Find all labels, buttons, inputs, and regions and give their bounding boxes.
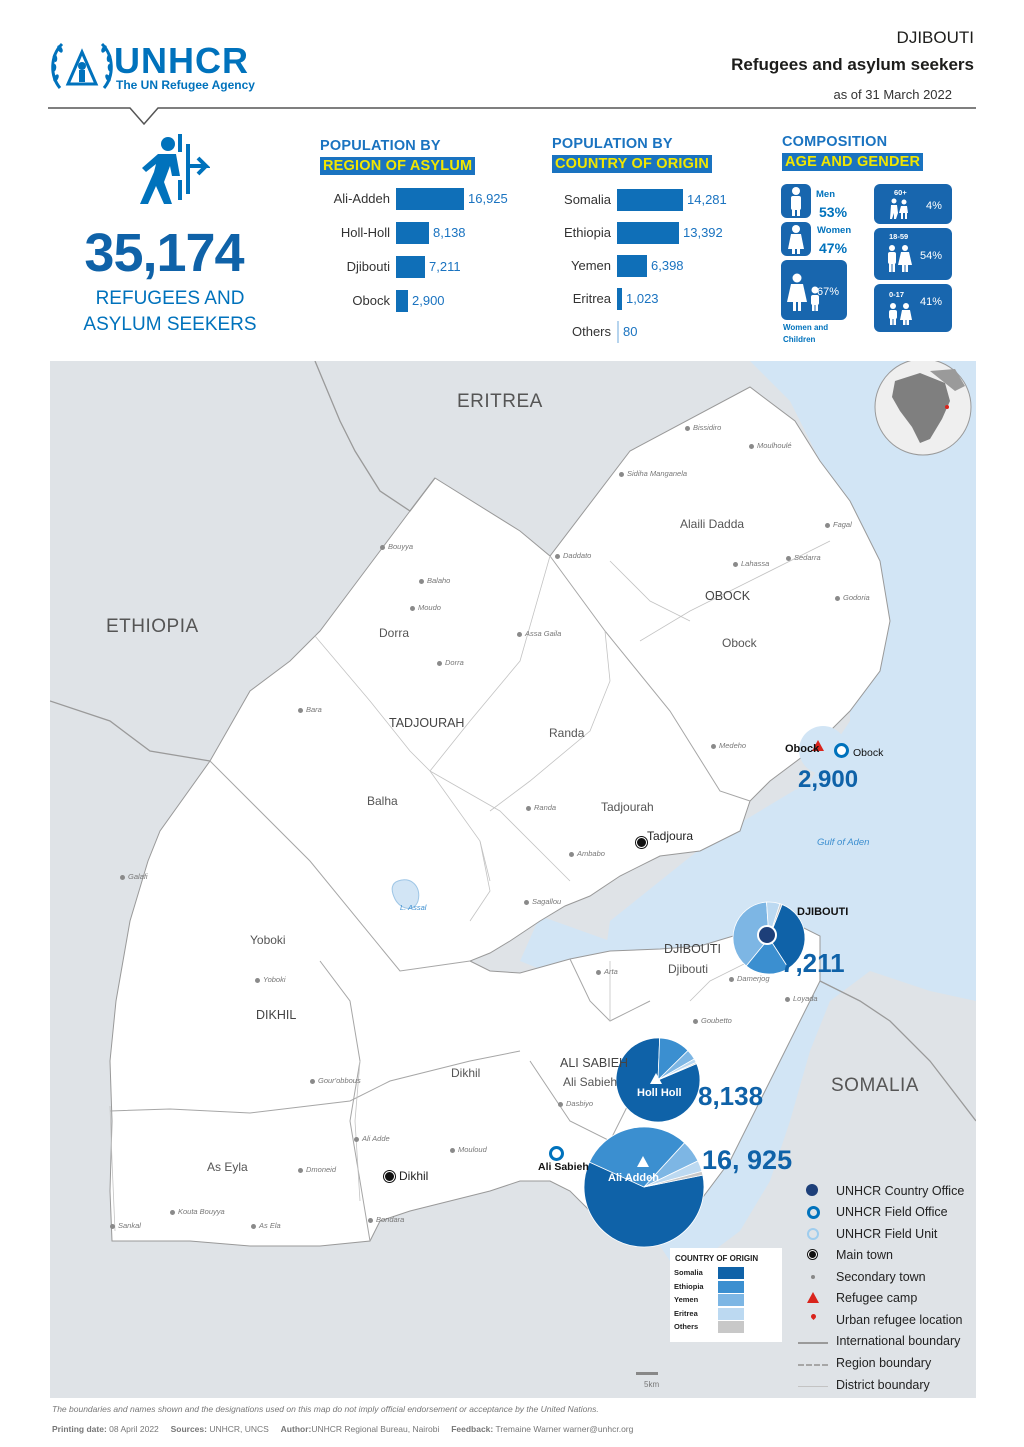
origin-title-line2: COUNTRY OF ORIGIN [552, 155, 712, 173]
origin-title-line1: POPULATION BY [552, 136, 673, 152]
disclaimer: The boundaries and names shown and the designations used on this map do not imply official endorsement or acceptance by the United Nations. [52, 1404, 599, 1414]
total-refugees-count: 35,174 [84, 223, 244, 283]
region-bar [396, 188, 464, 210]
total-label-line2: ASYLUM SEEKERS [83, 314, 257, 335]
town-randa-marker [526, 806, 531, 811]
label-region-tadjourah: TADJOURAH [389, 716, 465, 730]
region-bar [396, 256, 425, 278]
town-assa-gaila-label: Assa Gaila [525, 629, 562, 638]
label-district-randa: Randa [549, 726, 585, 740]
label-ethiopia: ETHIOPIA [106, 616, 199, 637]
town-sidiha-manganela-marker [619, 472, 624, 477]
town-bara-label: Bara [306, 705, 322, 714]
origin-bar [617, 288, 622, 310]
djibouti-count: 7,211 [781, 948, 845, 978]
feedback-label: Feedback: [451, 1424, 494, 1434]
region-bar [396, 290, 408, 312]
label-somalia: SOMALIA [831, 1075, 919, 1096]
printing-label: Printing date: [52, 1424, 107, 1434]
region-title-line2: REGION OF ASYLUM [320, 157, 475, 175]
town-medeho-label: Medeho [719, 741, 747, 750]
town-dmoneid-marker [298, 1168, 303, 1173]
man-icon [781, 184, 811, 218]
label-district-obock: Obock [722, 636, 757, 650]
legend-international-boundary-icon [798, 1342, 828, 1344]
main-town-tadjoura-label: Tadjoura [647, 829, 694, 843]
town-moulhoule-label: Moulhoulé [757, 441, 792, 450]
children-icon [886, 302, 914, 326]
legend-district-boundary-icon [798, 1386, 828, 1387]
origin-label: Somalia [564, 192, 611, 207]
origin-value: 13,392 [683, 225, 723, 240]
town-moulhoule-marker [749, 444, 754, 449]
origin-row [545, 189, 765, 211]
legend-district-boundary: District boundary [836, 1378, 930, 1392]
women-children-box [781, 260, 847, 320]
djibouti-map [50, 361, 976, 1398]
region-row [310, 256, 530, 278]
label-district-djibouti: Djibouti [668, 962, 709, 976]
town-dorra-marker [437, 661, 442, 666]
men-box [781, 184, 811, 218]
legend-main-town-icon [809, 1251, 816, 1258]
sources-label: Sources: [170, 1424, 207, 1434]
legend-region-boundary-icon [798, 1364, 828, 1366]
label-district-balha: Balha [367, 794, 398, 808]
page-title: Refugees and asylum seekers [731, 55, 974, 74]
town-loyada-label: Loyada [793, 994, 818, 1003]
composition-title-line1: COMPOSITION [782, 134, 888, 150]
town-yoboki-marker [255, 978, 260, 983]
ali-addeh-pie [584, 1127, 704, 1247]
sources-value: UNHCR, UNCS [209, 1424, 269, 1434]
locator-globe [875, 361, 971, 455]
town-arta-label: Arta [604, 967, 618, 976]
label-district-yoboki: Yoboki [250, 933, 286, 947]
legend-refugee-camp-icon [807, 1292, 819, 1303]
ali-sabieh-office-label: Ali Sabieh [538, 1161, 589, 1173]
origin-value: 6,398 [651, 258, 684, 273]
women-children-label-2: Children [783, 335, 816, 344]
town-bara-marker [298, 708, 303, 713]
age-18-box [874, 228, 952, 280]
age-60-pct: 4% [926, 200, 942, 212]
town-sedarra-marker [786, 556, 791, 561]
label-district-ali-sabieh: Ali Sabieh [563, 1075, 618, 1089]
report-date: as of 31 March 2022 [833, 87, 952, 102]
main-town-tadjoura-marker [636, 837, 647, 848]
ali-addeh-count: 16, 925 [702, 1145, 793, 1175]
town-bouyya-marker [380, 545, 385, 550]
country-title: DJIBOUTI [896, 28, 974, 47]
composition-title-line2: AGE AND GENDER [782, 153, 923, 171]
legend-field-unit: UNHCR Field Unit [836, 1227, 938, 1241]
origin-legend-label: Yemen [674, 1295, 699, 1304]
town-sagallou-marker [524, 900, 529, 905]
legend-secondary-town-icon [811, 1275, 815, 1279]
town-mouloud-label: Mouloud [458, 1145, 487, 1154]
region-value: 8,138 [433, 225, 466, 240]
main-town-dikhil-label: Dikhil [399, 1169, 429, 1183]
town-sagallou-label: Sagallou [532, 897, 562, 906]
town-bissidiro-label: Bissidiro [693, 423, 722, 432]
region-title-line1: POPULATION BY [320, 138, 441, 154]
town-galafi-label: Galafi [128, 872, 148, 881]
town-sedarra-label: Sedarra [794, 553, 821, 562]
origin-legend-title: COUNTRY OF ORIGIN [675, 1254, 759, 1263]
legend-urban-location: Urban refugee location [836, 1313, 963, 1327]
label-region-dikhil: DIKHIL [256, 1008, 297, 1022]
town-moudo-marker [410, 606, 415, 611]
djibouti-country-office-icon [757, 925, 777, 945]
town-sidiha-manganela-label: Sidiha Manganela [627, 469, 688, 478]
town-moudo-label: Moudo [418, 603, 441, 612]
label-district-dikhil: Dikhil [451, 1066, 481, 1080]
legend-international-boundary: International boundary [836, 1334, 961, 1348]
region-label: Holl-Holl [340, 225, 390, 240]
town-bondara-marker [368, 1218, 373, 1223]
town-arta-marker [596, 970, 601, 975]
legend-refugee-camp: Refugee camp [836, 1291, 918, 1305]
women-children-pct: 67% [817, 286, 840, 298]
label-eritrea: ERITREA [457, 391, 543, 412]
region-section-title [320, 137, 475, 175]
town-dadda-marker [555, 554, 560, 559]
region-value: 2,900 [412, 293, 445, 308]
holl-holl-label: Holl Holl [637, 1087, 682, 1099]
feedback-value: Tremaine Warner warner@unhcr.org [495, 1424, 634, 1434]
legend-field-unit-icon [807, 1228, 819, 1240]
adults-icon [884, 244, 914, 274]
town-as-eyla-marker [251, 1224, 256, 1229]
holl-holl-camp-icon [650, 1073, 662, 1084]
town-dmoneid-label: Dmoneid [306, 1165, 337, 1174]
region-value: 16,925 [468, 191, 508, 206]
town-sankal-label: Sankal [118, 1221, 141, 1230]
town-dasbiyo-label: Dasbiyo [566, 1099, 594, 1108]
town-lahassa-marker [733, 562, 738, 567]
legend-field-office: UNHCR Field Office [836, 1205, 948, 1219]
age-0-label: 0-17 [889, 290, 905, 299]
scale-label: 5km [644, 1380, 660, 1389]
origin-legend-swatch [718, 1321, 744, 1333]
origin-legend-box [670, 1248, 782, 1342]
town-lac-assal-label: L. Assal [400, 903, 427, 912]
town-godoria-marker [835, 596, 840, 601]
origin-value: 1,023 [626, 291, 659, 306]
origin-row [545, 321, 765, 343]
women-children-label-1: Women and [783, 323, 829, 332]
town-ali-adde-marker [354, 1137, 359, 1142]
town-goubetto-label: Goubetto [701, 1016, 732, 1025]
obock-field-office-label: Obock [853, 747, 884, 759]
total-label-line1: REFUGEES AND [95, 288, 245, 309]
town-bissidiro-marker [685, 426, 690, 431]
legend-country-office-icon [806, 1184, 818, 1196]
men-label: Men [816, 189, 835, 200]
town-dorra-label: Dorra [445, 658, 464, 667]
age-0-box [874, 284, 952, 332]
region-bar [396, 222, 429, 244]
town-ambabo-marker [569, 852, 574, 857]
age-18-label: 18-59 [889, 232, 909, 241]
elderly-icon [886, 198, 912, 220]
author-value: UNHCR Regional Bureau, Nairobi [311, 1424, 440, 1434]
region-label: Ali-Addeh [333, 191, 390, 206]
label-district-tadjourah: Tadjourah [601, 800, 654, 814]
printing-value: 08 April 2022 [109, 1424, 159, 1434]
org-name: UNHCR [114, 40, 249, 81]
region-row [310, 290, 530, 312]
origin-bar [617, 189, 683, 211]
town-galafi-marker [120, 875, 125, 880]
town-bouyya-label: Bouyya [388, 542, 414, 551]
origin-legend-label: Others [674, 1322, 699, 1331]
region-row [310, 188, 530, 210]
origin-bar [617, 222, 679, 244]
composition-section-title [782, 133, 923, 171]
header-rule [48, 106, 976, 128]
ali-addeh-label: Ali Addeh [608, 1172, 659, 1184]
town-bondara-label: Bondara [376, 1215, 405, 1224]
town-fagal-label: Fagal [833, 520, 852, 529]
label-region-ali-sabieh: ALI SABIEH [560, 1056, 629, 1070]
town-gulf-label: Gulf of Aden [817, 837, 870, 848]
ali-sabieh-field-office-icon [549, 1146, 564, 1161]
town-randa-label: Randa [534, 803, 557, 812]
town-loyada-marker [785, 997, 790, 1002]
origin-row [545, 222, 765, 244]
origin-label: Ethiopia [564, 225, 611, 240]
town-medeho-marker [711, 744, 716, 749]
footer-line [52, 1424, 633, 1434]
region-label: Obock [352, 293, 390, 308]
women-pct: 47% [819, 240, 848, 256]
age-0-pct: 41% [920, 296, 943, 308]
age-60-box [874, 184, 952, 224]
town-goubetto-marker [693, 1019, 698, 1024]
legend-main-town: Main town [836, 1248, 893, 1262]
ali-addeh-camp-icon [637, 1156, 649, 1167]
origin-row [545, 255, 765, 277]
town-assa-gaila-marker [517, 632, 522, 637]
town-damerjog-label: Damerjog [737, 974, 770, 983]
town-balaho-marker [419, 579, 424, 584]
women-label: Women [817, 225, 852, 236]
region-label: Djibouti [346, 259, 390, 274]
town-godoria-label: Godoria [843, 593, 870, 602]
age-60-label: 60+ [894, 188, 907, 197]
town-fagal-marker [825, 523, 830, 528]
org-tagline: The UN Refugee Agency [116, 78, 255, 92]
label-district-alaili-dadda: Alaili Dadda [680, 517, 745, 531]
region-row [310, 222, 530, 244]
label-district-dorra: Dorra [379, 626, 410, 640]
origin-label: Yemen [571, 258, 611, 273]
town-mouloud-marker [450, 1148, 455, 1153]
origin-legend-swatch [718, 1281, 744, 1293]
age-18-pct: 54% [920, 250, 943, 262]
scale-bar [636, 1372, 658, 1375]
obock-count: 2,900 [798, 766, 859, 793]
origin-legend-label: Ethiopia [674, 1281, 704, 1291]
origin-legend-label: Somalia [674, 1268, 703, 1277]
holl-holl-count: 8,138 [698, 1081, 764, 1111]
town-ali-adde-label: Ali Adde [362, 1134, 390, 1143]
origin-label: Others [571, 324, 611, 339]
main-town-dikhil-marker [384, 1171, 395, 1182]
label-region-djibouti: DJIBOUTI [664, 942, 721, 956]
refugee-exit-icon [128, 132, 210, 208]
origin-legend-swatch [718, 1308, 744, 1320]
legend-region-boundary: Region boundary [836, 1356, 932, 1370]
djibouti-office-label: DJIBOUTI [797, 906, 849, 918]
town-yoboki-label: Yoboki [263, 975, 286, 984]
origin-legend-swatch [718, 1294, 744, 1306]
town-lahassa-label: Lahassa [741, 559, 770, 568]
author-label: Author: [280, 1424, 312, 1434]
origin-bar-chart [545, 189, 765, 349]
obock-label: Obock [785, 743, 820, 755]
town-sankal-marker [110, 1224, 115, 1229]
town-kouta-bouyya-label: Kouta Bouyya [178, 1207, 225, 1216]
men-pct: 53% [819, 204, 848, 220]
origin-bar [617, 255, 647, 277]
town-ambabo-label: Ambabo [577, 849, 605, 858]
town-kouta-bouyya-marker [170, 1210, 175, 1215]
town-gour-obous-marker [310, 1079, 315, 1084]
origin-value: 14,281 [687, 192, 727, 207]
town-damerjog-marker [729, 977, 734, 982]
region-bar-chart [310, 188, 530, 328]
label-region-obock: OBOCK [705, 589, 751, 603]
unhcr-logo [48, 38, 278, 96]
woman-icon [781, 222, 811, 256]
town-gour-obous-label: Gour'obbous [318, 1076, 361, 1085]
unhcr-emblem-icon [48, 38, 116, 94]
origin-label: Eritrea [572, 291, 611, 306]
legend-field-office-icon [807, 1206, 820, 1219]
origin-section-title [552, 135, 712, 173]
obock-field-office-icon [834, 743, 849, 758]
label-district-as-eyla: As Eyla [207, 1160, 248, 1174]
origin-row [545, 288, 765, 310]
town-dasbiyo-marker [558, 1102, 563, 1107]
town-balaho-label: Balaho [427, 576, 451, 585]
legend-country-office: UNHCR Country Office [836, 1184, 965, 1198]
legend-secondary-town: Secondary town [836, 1270, 926, 1284]
origin-bar [617, 321, 619, 343]
origin-legend-label: Eritrea [674, 1308, 698, 1318]
origin-legend-swatch [718, 1267, 744, 1279]
origin-value: 80 [623, 324, 638, 339]
women-box [781, 222, 811, 256]
region-value: 7,211 [429, 259, 461, 274]
town-dadda-label: Daddato [563, 551, 592, 560]
town-as-eyla-label: As Ela [259, 1221, 281, 1230]
